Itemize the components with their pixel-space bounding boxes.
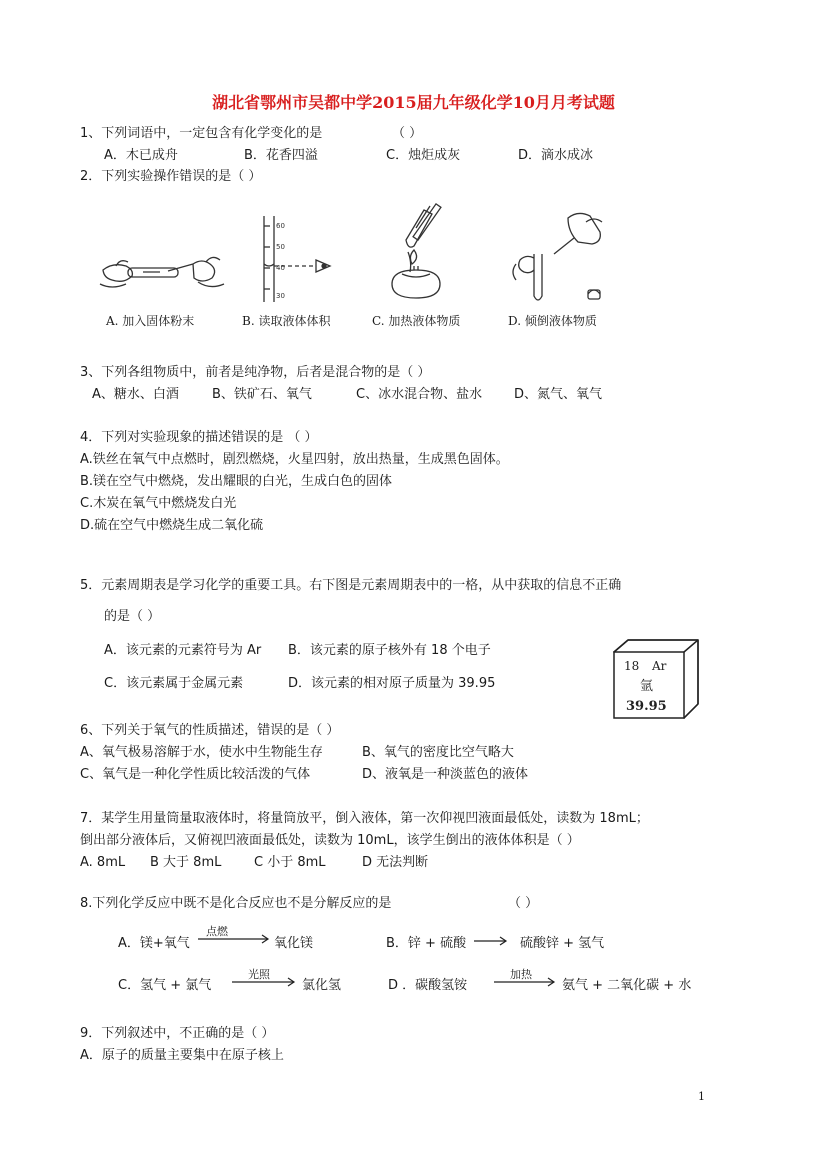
q6-stem: 6、下列关于氧气的性质描述，错误的是（ ） bbox=[80, 723, 340, 738]
cylinder-mark-50: 50 bbox=[276, 243, 285, 251]
q8-option-c-left: C．氢气 + 氯气 bbox=[118, 978, 212, 993]
element-symbol: Ar bbox=[652, 659, 667, 673]
q4-option-d: D.硫在空气中燃烧生成二氧化硫 bbox=[80, 518, 264, 533]
q7-option-c: C 小于 8mL bbox=[254, 855, 326, 870]
q5-option-d: D．该元素的相对原子质量为 39.95 bbox=[288, 676, 496, 691]
q4-option-c: C.木炭在氧气中燃烧发白光 bbox=[80, 496, 237, 511]
q8-option-c-condition: 光照 bbox=[248, 968, 270, 981]
q8-option-b-right: 硫酸锌 + 氢气 bbox=[520, 936, 605, 951]
q8-blank: （ ） bbox=[508, 896, 539, 911]
q8-option-b-left: B．锌 + 硫酸 bbox=[386, 936, 467, 951]
element-number: 18 bbox=[624, 659, 640, 673]
graduated-cylinder-illustration bbox=[254, 214, 344, 306]
powder-adding-illustration bbox=[98, 240, 228, 310]
q8-option-a-left: A．镁+氧气 bbox=[118, 936, 190, 951]
q4-option-b: B.镁在空气中燃烧，发出耀眼的白光，生成白色的固体 bbox=[80, 474, 393, 489]
caption-a: A. 加入固体粉末 bbox=[106, 314, 195, 328]
pouring-liquid-illustration bbox=[508, 208, 608, 310]
page-number: 1 bbox=[698, 1090, 705, 1103]
element-mass: 39.95 bbox=[626, 699, 667, 714]
q4-option-a: A.铁丝在氧气中点燃时，剧烈燃烧，火星四射，放出热量，生成黑色固体。 bbox=[80, 452, 509, 467]
q1-blank: （ ） bbox=[392, 126, 423, 141]
q8-option-a-condition: 点燃 bbox=[206, 925, 228, 938]
q7-option-a: A. 8mL bbox=[80, 855, 126, 870]
page-title: 湖北省鄂州市吴都中学2015届九年级化学10月月考试题 bbox=[212, 93, 615, 112]
q5-option-b: B．该元素的原子核外有 18 个电子 bbox=[288, 643, 491, 658]
q1-option-a: A．木已成舟 bbox=[104, 148, 178, 163]
q5-option-a: A．该元素的元素符号为 Ar bbox=[104, 643, 262, 658]
q5-stem-cont: 的是（ ） bbox=[104, 609, 161, 624]
q8-option-d-condition: 加热 bbox=[510, 968, 532, 981]
q1-option-d: D．滴水成冰 bbox=[518, 148, 594, 163]
reaction-arrow-b bbox=[474, 936, 508, 946]
cylinder-mark-60: 60 bbox=[276, 222, 285, 230]
q6-option-d: D、液氧是一种淡蓝色的液体 bbox=[362, 767, 529, 782]
q8-option-a-right: 氧化镁 bbox=[274, 936, 314, 951]
cylinder-mark-30: 30 bbox=[276, 292, 285, 300]
q3-option-d: D、氮气、氧气 bbox=[514, 387, 603, 402]
reaction-arrow-c bbox=[232, 977, 296, 987]
q6-option-b: B、氧气的密度比空气略大 bbox=[362, 745, 514, 760]
q7-line1: 7．某学生用量筒量取液体时，将量筒放平，倒入液体，第一次仰视凹液面最低处，读数为 18mL； bbox=[80, 811, 649, 826]
reaction-arrow-a bbox=[198, 934, 270, 944]
caption-d: D. 倾倒液体物质 bbox=[508, 314, 597, 328]
q6-option-c: C、氧气是一种化学性质比较活泼的气体 bbox=[80, 767, 311, 782]
caption-b: B. 读取液体体积 bbox=[242, 314, 331, 328]
reaction-arrow-d bbox=[494, 977, 556, 987]
q9-stem: 9．下列叙述中，不正确的是（ ） bbox=[80, 1026, 275, 1041]
q6-option-a: A、氧气极易溶解于水，使水中生物能生存 bbox=[80, 745, 323, 760]
q8-stem: 8.下列化学反应中既不是化合反应也不是分解反应的是 bbox=[80, 896, 392, 911]
q5-stem: 5．元素周期表是学习化学的重要工具。右下图是元素周期表中的一格，从中获取的信息不正确 bbox=[80, 578, 622, 593]
element-name: 氩 bbox=[640, 679, 654, 694]
q3-option-c: C、冰水混合物、盐水 bbox=[356, 387, 483, 402]
q1-option-b: B．花香四溢 bbox=[244, 148, 318, 163]
caption-c: C. 加热液体物质 bbox=[372, 314, 461, 328]
q8-option-d-right: 氨气 + 二氧化碳 + 水 bbox=[562, 978, 692, 993]
q1-option-c: C．烛炬成灰 bbox=[386, 148, 461, 163]
q3-stem: 3、下列各组物质中，前者是纯净物，后者是混合物的是（ ） bbox=[80, 365, 431, 380]
q7-option-b: B 大于 8mL bbox=[150, 855, 222, 870]
q8-option-c-right: 氯化氢 bbox=[302, 978, 342, 993]
q9-option-a: A．原子的质量主要集中在原子核上 bbox=[80, 1048, 284, 1063]
element-cell-argon bbox=[612, 638, 702, 722]
q2-stem: 2．下列实验操作错误的是（ ） bbox=[80, 169, 262, 184]
q8-option-d-left: D ．碳酸氢铵 bbox=[388, 978, 468, 993]
q3-option-a: A、糖水、白酒 bbox=[92, 387, 179, 402]
q7-line2: 倒出部分液体后，又俯视凹液面最低处，读数为 10mL，该学生倒出的液体体积是（ ） bbox=[80, 833, 580, 848]
q4-stem: 4．下列对实验现象的描述错误的是 （ ） bbox=[80, 430, 318, 445]
cylinder-mark-40: 40 bbox=[276, 264, 285, 272]
q7-option-d: D 无法判断 bbox=[362, 855, 429, 870]
q5-option-c: C．该元素属于金属元素 bbox=[104, 676, 244, 691]
q3-option-b: B、铁矿石、氧气 bbox=[212, 387, 312, 402]
q1-stem: 1、下列词语中，一定包含有化学变化的是 bbox=[80, 126, 323, 141]
heating-liquid-illustration bbox=[378, 200, 468, 308]
